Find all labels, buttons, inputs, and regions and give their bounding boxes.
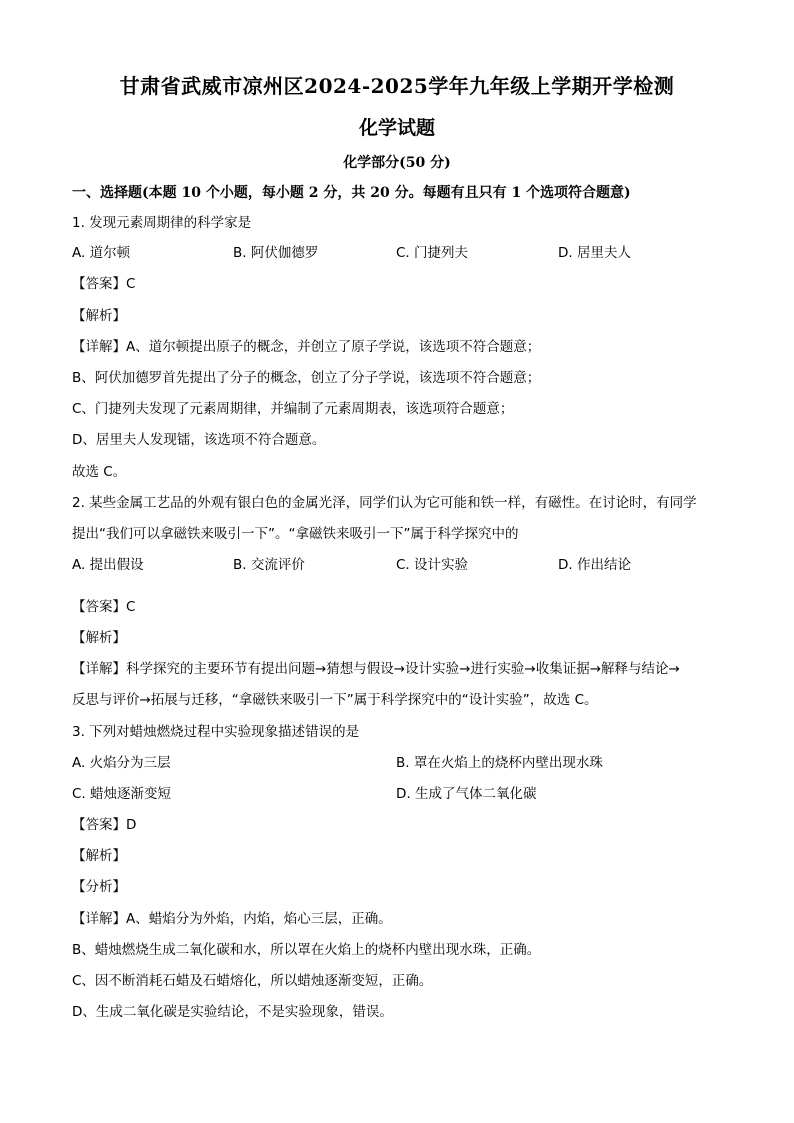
- q3-fenxi-label: 【分析】: [72, 879, 126, 895]
- q3-option-a: A. 火焰分为三层: [72, 755, 171, 771]
- q3-detail-line: 【详解】A、蜡焰分为外焰，内焰，焰心三层，正确。: [72, 911, 392, 927]
- q1-answer: 【答案】C: [72, 276, 136, 292]
- q2-stem: 2. 某些金属工艺品的外观有银白色的金属光泽，同学们认为它可能和铁一样，有磁性。在讨论时，有同学: [72, 495, 697, 511]
- q2-stem-continued: 提出“我们可以拿磁铁来吸引一下”。“拿磁铁来吸引一下”属于科学探究中的: [72, 526, 519, 542]
- q1-detail-line: 【详解】A、道尔顿提出原子的概念，并创立了原子学说，该选项不符合题意；: [72, 339, 541, 355]
- q2-option-d: D. 作出结论: [558, 557, 631, 573]
- q2-answer: 【答案】C: [72, 599, 136, 615]
- q3-option-d: D. 生成了气体二氧化碳: [396, 786, 537, 802]
- section-heading: 一、选择题(本题 10 个小题，每小题 2 分，共 20 分。每题有且只有 1 个选项符合题意): [72, 185, 631, 201]
- q3-stem: 3. 下列对蜡烛燃烧过程中实验现象描述错误的是: [72, 724, 360, 740]
- q2-option-b: B. 交流评价: [233, 557, 305, 573]
- q3-detail-line: D、生成二氧化碳是实验结论，不是实验现象，错误。: [72, 1004, 393, 1020]
- part-heading: 化学部分(50 分): [343, 155, 451, 171]
- q2-option-c: C. 设计实验: [396, 557, 469, 573]
- q3-option-b: B. 罩在火焰上的烧杯内壁出现水珠: [396, 755, 603, 771]
- q1-analysis-label: 【解析】: [72, 308, 126, 324]
- q1-detail-line: C、门捷列夫发现了元素周期律，并编制了元素周期表，该选项符合题意；: [72, 401, 514, 417]
- q1-stem: 1. 发现元素周期律的科学家是: [72, 215, 252, 231]
- q1-option-b: B. 阿伏伽德罗: [233, 245, 319, 261]
- q1-option-c: C. 门捷列夫: [396, 245, 469, 261]
- document-subtitle: 化学试题: [358, 117, 435, 139]
- q3-detail-line: C、因不断消耗石蜡及石蜡熔化，所以蜡烛逐渐变短，正确。: [72, 973, 433, 989]
- q3-detail-line: B、蜡烛燃烧生成二氧化碳和水，所以罩在火焰上的烧杯内壁出现水珠，正确。: [72, 942, 541, 958]
- q1-detail-line: D、居里夫人发现镭，该选项不符合题意。: [72, 432, 326, 448]
- q1-option-d: D. 居里夫人: [558, 245, 631, 261]
- q3-analysis-label: 【解析】: [72, 848, 126, 864]
- q2-option-a: A. 提出假设: [72, 557, 144, 573]
- document-title: 甘肃省武威市凉州区2024-2025学年九年级上学期开学检测: [119, 74, 675, 98]
- q2-analysis-label: 【解析】: [72, 630, 126, 646]
- q1-detail-line: 故选 C。: [72, 464, 127, 480]
- q1-detail-line: B、阿伏加德罗首先提出了分子的概念，创立了分子学说，该选项不符合题意；: [72, 370, 541, 386]
- q3-answer: 【答案】D: [72, 817, 137, 833]
- q3-option-c: C. 蜡烛逐渐变短: [72, 786, 172, 802]
- q2-detail-line: 反思与评价→拓展与迁移，“拿磁铁来吸引一下”属于科学探究中的“设计实验”，故选 C。: [72, 692, 598, 708]
- q1-option-a: A. 道尔顿: [72, 245, 131, 261]
- q2-detail-line: 【详解】科学探究的主要环节有提出问题→猜想与假设→设计实验→进行实验→收集证据→解释与结论→: [72, 661, 680, 677]
